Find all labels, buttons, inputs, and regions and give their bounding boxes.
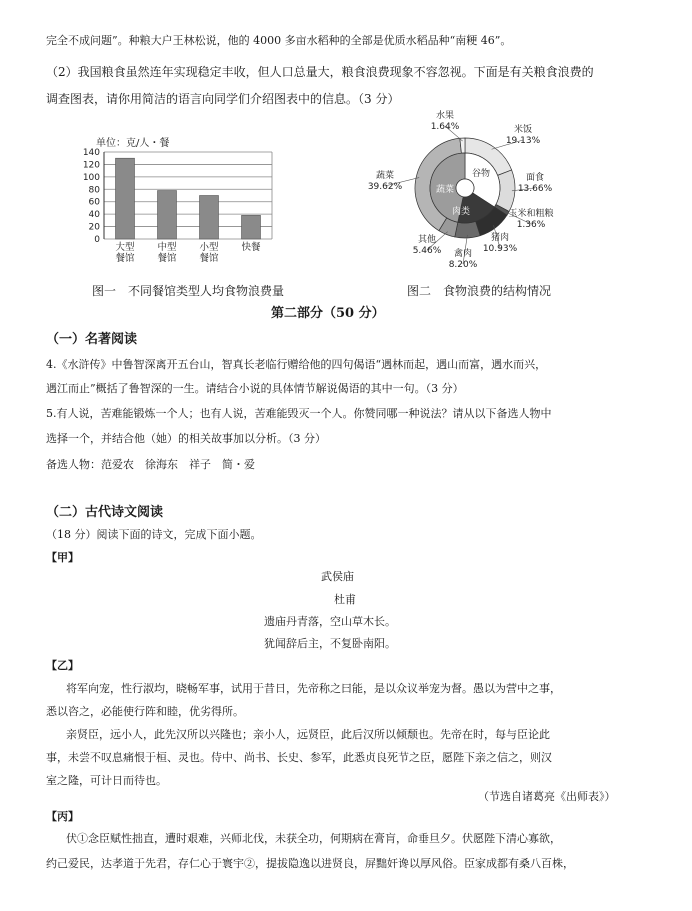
x-category-label: 快餐 — [241, 242, 261, 253]
bar — [242, 215, 261, 239]
x-category-label-line2: 餐馆 — [115, 253, 135, 264]
x-category-label: 小型 — [199, 242, 219, 253]
slice-label: 玉米和粗粮 — [508, 209, 554, 219]
poem-author: 杜甫 — [334, 593, 356, 606]
question-5-line-1: 5.有人说，苦难能锻炼一个人；也有人说，苦难能毁灭一个人。你赞同哪一种说法？请从以下备选人物中 — [46, 407, 552, 420]
y-tick-label: 20 — [88, 222, 100, 233]
donut-hole — [456, 179, 474, 197]
slice-value: 5.46% — [412, 246, 442, 256]
slice-label: 蔬菜 — [375, 171, 395, 181]
slice-label: 猪肉 — [490, 233, 510, 243]
figure2-donut-chart — [355, 108, 575, 278]
slice-value: 1.64% — [430, 122, 460, 132]
yi-paragraph2-line3: 室之隆，可计日而待也。 — [46, 774, 167, 787]
y-tick-label: 0 — [94, 235, 100, 245]
question-5-line-2: 选择一个，并结合他（她）的相关故事加以分析。（3 分） — [46, 432, 326, 445]
slice-value: 10.93% — [482, 244, 518, 254]
x-category-label-line2: 餐馆 — [199, 253, 219, 264]
x-category-label: 大型 — [115, 242, 135, 253]
slice-label: 水果 — [435, 111, 455, 121]
figure1-caption: 图一 不同餐馆类型人均食物浪费量 — [92, 284, 285, 298]
slice-value: 13.66% — [517, 184, 553, 194]
poem-line-1: 遗庙丹青落，空山草木长。 — [264, 615, 396, 628]
yi-paragraph2-line1: 亲贤臣，远小人，此先汉所以兴隆也；亲小人，远贤臣，此后汉所以倾颓也。先帝在时，每与臣论此 — [66, 728, 550, 741]
question-2-line-2: 调查图表，请你用简洁的语言向同学们介绍图表中的信息。（3 分） — [46, 92, 400, 106]
y-tick-label: 80 — [88, 185, 100, 196]
slice-value: 19.13% — [505, 136, 541, 146]
y-tick-label: 140 — [82, 148, 100, 158]
section2-instruction: （18 分）阅读下面的诗文，完成下面小题。 — [46, 528, 262, 541]
section1-heading: （一）名著阅读 — [46, 332, 138, 347]
slice-label: 米饭 — [513, 125, 533, 135]
intro-line: 完全不成问题”。种粮大户王林松说，他的 4000 多亩水稻种的全部是优质水稻品种“南粳 46”。 — [46, 34, 512, 47]
inner-group-label: 肉类 — [451, 207, 471, 217]
section2-heading: （二）古代诗文阅读 — [46, 505, 164, 520]
yi-paragraph2-line2: 事，未尝不叹息痛恨于桓、灵也。侍中、尚书、长史、参军，此悉贞良死节之臣，愿陛下亲之信之，则汉 — [46, 751, 552, 764]
y-tick-label: 120 — [82, 160, 100, 171]
slice-value: 1.36% — [516, 220, 546, 230]
bing-line-2: 约己爱民，达孝道于先君，存仁心于寰宇②，提拔隐逸以进贤良，屏黜奸谗以厚风俗。臣家成都有桑八百株， — [46, 857, 574, 870]
poem-line-2: 犹闻辞后主，不复卧南阳。 — [264, 637, 396, 650]
inner-group-label: 蔬菜 — [435, 185, 455, 195]
x-category-label-line2: 餐馆 — [157, 253, 177, 264]
figure1-bar-chart — [60, 118, 300, 278]
part2-heading: 第二部分（50 分） — [271, 306, 385, 321]
label-yi: 【乙】 — [46, 659, 79, 672]
slice-label: 面食 — [525, 173, 545, 183]
bing-line-1: 伏①念臣赋性拙直，遭时艰难，兴师北伐，未获全功，何期病在膏肓，命垂旦夕。伏愿陛下清心寡欲， — [66, 832, 561, 845]
y-tick-label: 40 — [88, 210, 100, 221]
unit-label: 单位：克/人・餐 — [96, 138, 170, 149]
figure2-caption: 图二 食物浪费的结构情况 — [407, 284, 552, 298]
yi-source: （节选自诸葛亮《出师表》） — [478, 790, 616, 803]
slice-label: 禽肉 — [453, 249, 473, 259]
slice-value: 8.20% — [448, 260, 478, 270]
y-tick-label: 60 — [88, 197, 100, 208]
slice-value: 39.62% — [367, 182, 403, 192]
question-2-line-1: （2）我国粮食虽然连年实现稳定丰收，但人口总量大，粮食浪费现象不容忽视。下面是有关粮食浪费的 — [46, 65, 594, 79]
inner-group-label: 谷物 — [471, 169, 491, 179]
poem-title: 武侯庙 — [321, 570, 354, 583]
question-4-line-2: 遇江而止”概括了鲁智深的一生。请结合小说的具体情节解说偈语的其中一句。（3 分） — [46, 382, 464, 395]
x-category-label: 中型 — [157, 242, 177, 253]
label-bing: 【丙】 — [46, 810, 79, 823]
yi-paragraph1-line1: 将军向宠，性行淑均，晓畅军事，试用于昔日，先帝称之曰能，是以众议举宠为督。愚以为营中之事， — [66, 682, 561, 695]
yi-paragraph1-line2: 悉以咨之，必能使行阵和睦，优劣得所。 — [46, 705, 244, 718]
label-jia: 【甲】 — [46, 551, 79, 564]
bar — [116, 158, 135, 239]
question-4-line-1: 4.《水浒传》中鲁智深离开五台山，智真长老临行赠给他的四句偈语“遇林而起，遇山而富，遇水而兴， — [46, 358, 547, 371]
bar — [200, 196, 219, 240]
y-tick-label: 100 — [82, 172, 100, 183]
slice-label: 其他 — [417, 235, 437, 245]
bar — [158, 191, 177, 239]
candidate-characters: 备选人物：范爱农 徐海东 祥子 简・爱 — [46, 458, 255, 471]
